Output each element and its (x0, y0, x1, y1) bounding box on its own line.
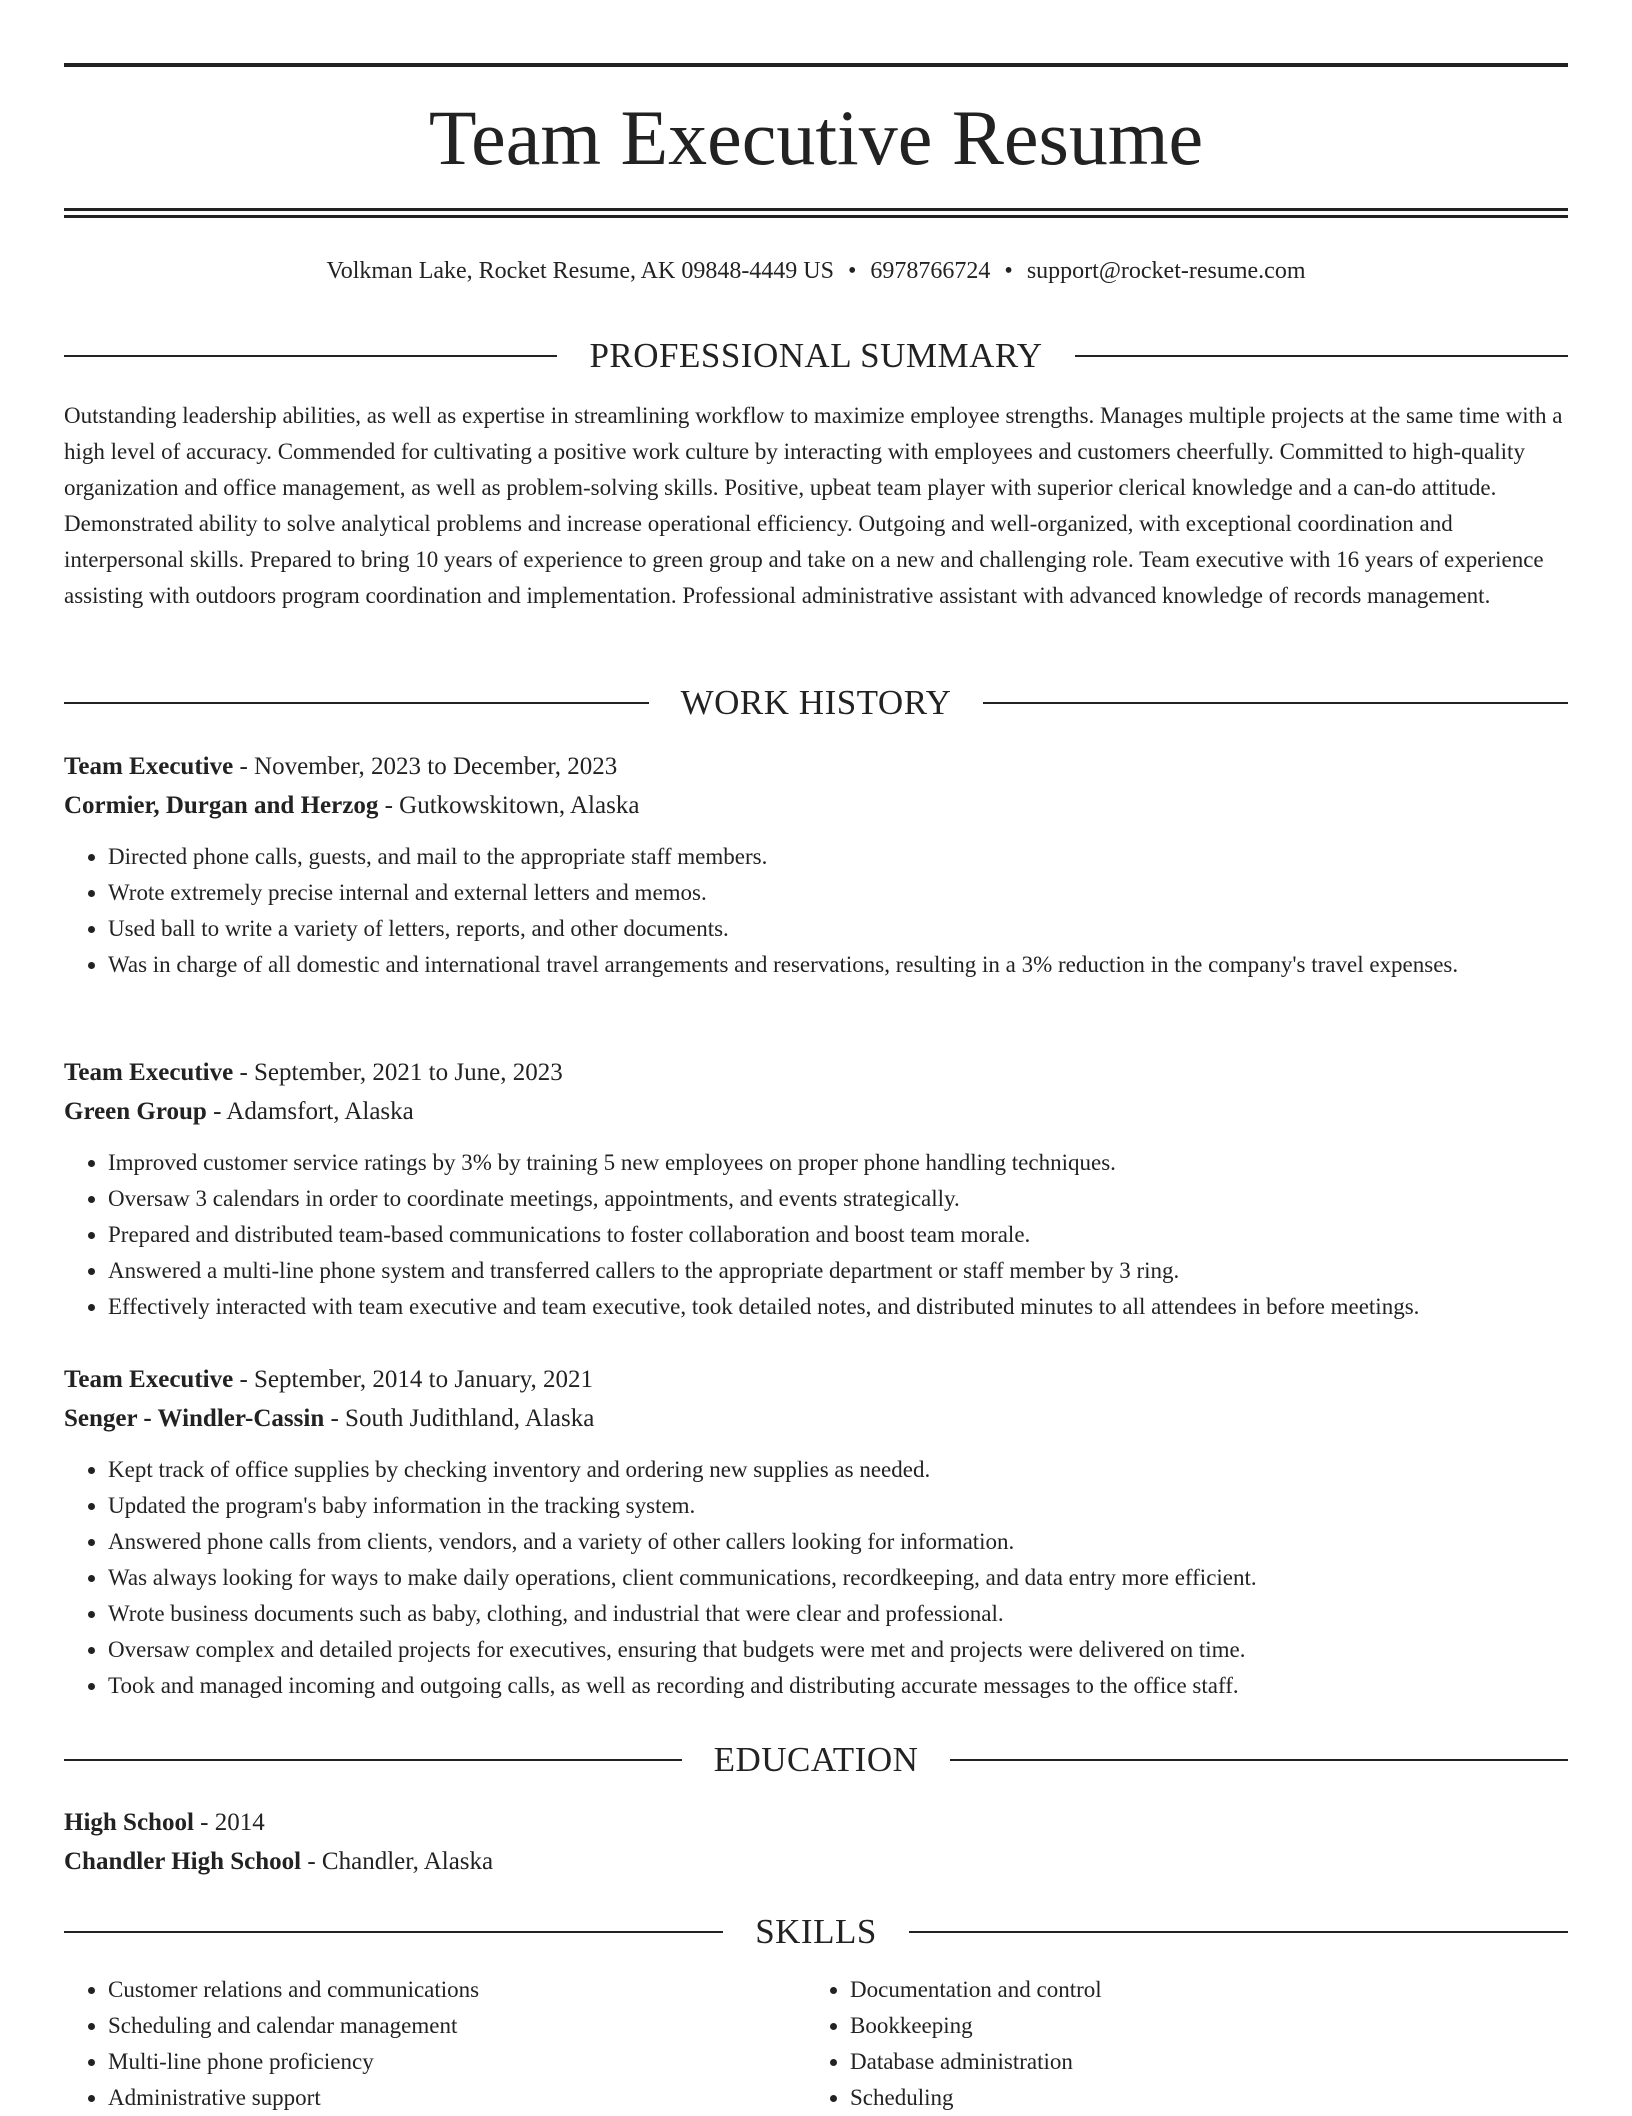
list-item: • Took and managed incoming and outgoing calls, as well as recording and distributing accurate messages to the office staff. (108, 1668, 1568, 1704)
job-company: Senger - Windler-Cassin (64, 1405, 325, 1432)
contact-separator: • (1004, 258, 1013, 284)
contact-email: support@rocket-resume.com (1026, 258, 1306, 284)
list-item: • Scheduling (850, 2080, 1548, 2116)
section-heading-education (64, 1738, 1568, 1782)
heading-rule (1075, 355, 1568, 357)
list-item: • Directed phone calls, guests, and mail to the appropriate staff members. (108, 839, 1568, 875)
job-dates: - September, 2014 to January, 2021 (233, 1366, 594, 1393)
job-dates: - November, 2023 to December, 2023 (233, 753, 618, 780)
list-item: • Used ball to write a variety of letters, reports, and other documents. (108, 911, 1568, 947)
heading-rule (64, 1759, 682, 1761)
heading-rule (983, 702, 1568, 704)
section-heading-skills (64, 1910, 1568, 1954)
list-item: • Wrote business documents such as baby, clothing, and industrial that were clear and professional. (108, 1596, 1568, 1632)
job-company: Green Group (64, 1098, 207, 1125)
job-company-line (64, 787, 1568, 825)
contact-line (64, 255, 1568, 287)
skills-columns (64, 1972, 1568, 2116)
job-bullets (64, 1452, 1568, 1704)
list-item: • Updated the program's baby information in the tracking system. (108, 1488, 1568, 1524)
contact-address: Volkman Lake, Rocket Resume, AK 09848-4449 US (326, 258, 834, 284)
education-year: - 2014 (193, 1809, 265, 1836)
education-degree: High School (64, 1809, 194, 1836)
list-item: • Oversaw 3 calendars in order to coordinate meetings, appointments, and events strategically. (108, 1181, 1568, 1217)
section-title: EDUCATION (713, 1740, 919, 1779)
list-item: • Answered a multi-line phone system and transferred callers to the appropriate department or staff member by 3 ring. (108, 1253, 1568, 1289)
heading-rule (64, 1931, 723, 1933)
job-bullets (64, 839, 1568, 983)
resume-title: Team Executive Resume (428, 94, 1204, 181)
section-title: PROFESSIONAL SUMMARY (589, 336, 1043, 375)
job-dates: - September, 2021 to June, 2023 (233, 1059, 563, 1086)
job-title: Team Executive (64, 1366, 234, 1393)
list-item: • Was in charge of all domestic and international travel arrangements and reservations, resulting in a 3% reduction in the company's travel expenses. (108, 947, 1568, 983)
education-location: - Chandler, Alaska (301, 1848, 494, 1875)
education-degree-line (64, 1804, 1568, 1842)
job-company-line (64, 1400, 1568, 1438)
heading-rule (909, 1931, 1568, 1933)
job-title: Team Executive (64, 753, 234, 780)
summary-paragraph: Outstanding leadership abilities, as well as expertise in streamlining workflow to maximize employee strengths. Manages multiple projects at the same time with a high level of accuracy. Commended for cultivating a positive work culture by interacting with employees and customers cheerfully. Committed to high-quality organization and office management, as well as problem-solving skills. Positive, upbeat team player with superior clerical knowledge and a can-do attitude. Demonstrated ability to solve analytical problems and increase operational efficiency. Outgoing and well-organized, with exceptional coordination and interpersonal skills. Prepared to bring 10 years of experience to green group and take on a new and challenging role. Team executive with 16 years of experience assisting with outdoors program coordination and implementation. Professional administrative assistant with advanced knowledge of records management. (64, 403, 1563, 608)
job-title: Team Executive (64, 1059, 234, 1086)
job-company: Cormier, Durgan and Herzog (64, 792, 379, 819)
section-heading-work-history (64, 681, 1568, 725)
top-rule (64, 63, 1568, 67)
list-item: • Customer relations and communications (108, 1972, 806, 2008)
list-item: • Oversaw complex and detailed projects for executives, ensuring that budgets were met and projects were delivered on time. (108, 1632, 1568, 1668)
list-item: • Improved customer service ratings by 3% by training 5 new employees on proper phone handling techniques. (108, 1145, 1568, 1181)
job-entry (64, 1054, 1568, 1325)
job-title-line (64, 1054, 1568, 1092)
list-item: • Scheduling and calendar management (108, 2008, 806, 2044)
list-item: • Was always looking for ways to make daily operations, client communications, recordkeeping, and data entry more efficient. (108, 1560, 1568, 1596)
list-item: • Effectively interacted with team executive and team executive, took detailed notes, and distributed minutes to all attendees in before meetings. (108, 1289, 1568, 1325)
section-heading-summary (64, 334, 1568, 378)
job-entry (64, 748, 1568, 983)
job-location: - South Judithland, Alaska (324, 1405, 595, 1432)
list-item: • Prepared and distributed team-based communications to foster collaboration and boost team morale. (108, 1217, 1568, 1253)
contact-phone: 6978766724 (870, 258, 991, 284)
education-entry (64, 1804, 1568, 1881)
skills-list-left (64, 1972, 806, 2116)
heading-rule (64, 355, 557, 357)
job-location: - Adamsfort, Alaska (206, 1098, 414, 1125)
title-rule-upper (64, 208, 1568, 211)
list-item: • Bookkeeping (850, 2008, 1548, 2044)
heading-rule (950, 1759, 1568, 1761)
education-school-line (64, 1843, 1568, 1881)
section-title: WORK HISTORY (680, 683, 952, 722)
heading-rule (64, 702, 649, 704)
job-title-line (64, 1361, 1568, 1399)
job-entry (64, 1361, 1568, 1704)
list-item: • Kept track of office supplies by checking inventory and ordering new supplies as needed. (108, 1452, 1568, 1488)
list-item: • Answered phone calls from clients, vendors, and a variety of other callers looking for information. (108, 1524, 1568, 1560)
title-rule-lower (64, 215, 1568, 218)
job-bullets (64, 1145, 1568, 1325)
section-title: SKILLS (755, 1912, 877, 1951)
list-item: • Database administration (850, 2044, 1548, 2080)
job-location: - Gutkowskitown, Alaska (378, 792, 640, 819)
skills-list-right (806, 1972, 1548, 2116)
list-item: • Wrote extremely precise internal and external letters and memos. (108, 875, 1568, 911)
list-item: • Multi-line phone proficiency (108, 2044, 806, 2080)
list-item: • Documentation and control (850, 1972, 1548, 2008)
job-company-line (64, 1093, 1568, 1131)
education-school: Chandler High School (64, 1848, 302, 1875)
job-title-line (64, 748, 1568, 786)
contact-separator: • (848, 258, 857, 284)
list-item: • Administrative support (108, 2080, 806, 2116)
